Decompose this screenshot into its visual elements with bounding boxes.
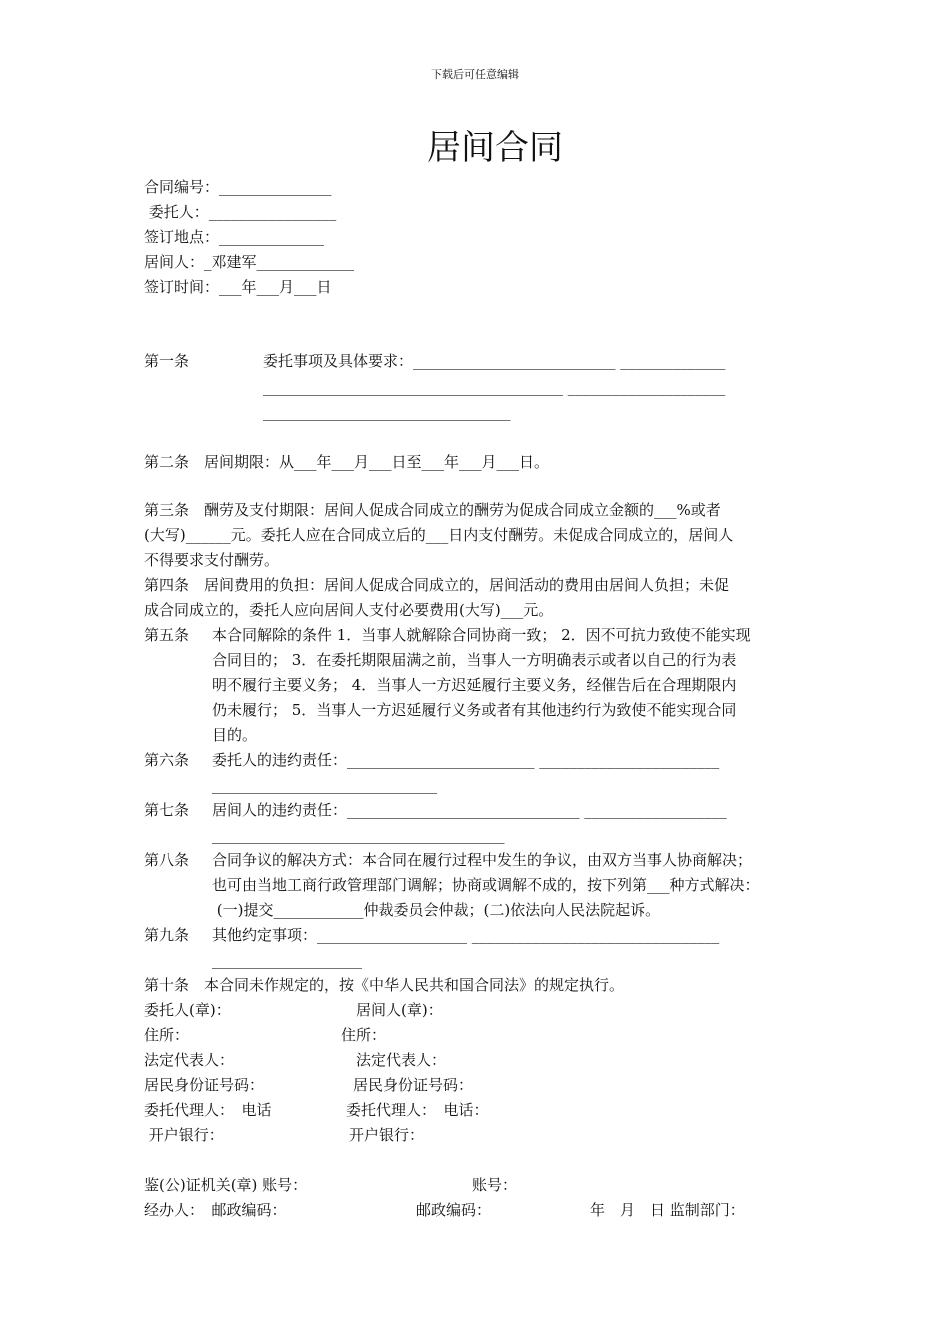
sign-time-field: 签订时间：___年___月___日: [144, 278, 332, 296]
sign-place-field: 签订地点：______________: [144, 228, 325, 246]
article-1-line: 委托事项及具体要求：___________________________ ______________: [263, 352, 726, 370]
postcode-label: 邮政编码：: [416, 1201, 492, 1219]
article-7-label: 第七条: [144, 801, 190, 819]
client-field: 委托人：_________________: [144, 203, 337, 221]
article-2: 第二条 居间期限：从___年___月___日至___年___月___日。: [144, 453, 550, 471]
article-3-line: 不得要求支付酬劳。: [144, 551, 280, 569]
article-5-line: 本合同解除的条件 1．当事人就解除合同协商一致； 2．因不可抗力致使不能实现: [212, 626, 751, 644]
article-3-line: 第三条 酬劳及支付期限：居间人促成合同成立的酬劳为促成合同成立金额的___%或者: [144, 501, 721, 519]
article-6-line: 委托人的违约责任：_________________________ ________________________: [212, 751, 720, 769]
article-1-line: ________________________________________ _____________________: [263, 378, 726, 396]
article-3-line: (大写)______元。委托人应在合同成立后的___日内支付酬劳。未促成合同成立的，居间人: [144, 526, 734, 544]
account-label: 账号：: [472, 1176, 518, 1194]
client-bank-label: 开户银行：: [144, 1126, 224, 1144]
broker-field: 居间人：_邓建军_____________: [144, 253, 355, 271]
article-5-line: 明不履行主要义务； 4．当事人一方迟延履行主要义务，经催告后在合理期限内: [212, 676, 737, 694]
article-4-line: 成合同成立的，委托人应向居间人支付必要费用(大写)___元。: [144, 601, 554, 619]
article-5-line: 仍未履行； 5．当事人一方迟延履行义务或者有其他违约行为致使不能实现合同: [212, 701, 737, 719]
article-7-line: _______________________________________: [212, 826, 505, 844]
broker-seal-label: 居间人(章)：: [356, 1001, 443, 1019]
article-5-line: 合同目的； 3．在委托期限届满之前，当事人一方明确表示或者以自己的行为表: [212, 651, 737, 669]
article-8-label: 第八条: [144, 851, 190, 869]
article-5-label: 第五条: [144, 626, 190, 644]
broker-legal-rep-label: 法定代表人：: [356, 1051, 447, 1069]
article-5-line: 目的。: [212, 726, 258, 744]
client-agent-label: 委托代理人： 电话: [144, 1101, 272, 1119]
page-title: 居间合同: [427, 128, 563, 168]
client-legal-rep-label: 法定代表人：: [144, 1051, 235, 1069]
broker-id-label: 居民身份证号码：: [353, 1076, 474, 1094]
article-7-line: 居间人的违约责任：_______________________________ ___________________: [212, 801, 727, 819]
contract-number-field: 合同编号：_______________: [144, 178, 332, 196]
article-1-line: _________________________________: [263, 403, 511, 421]
article-8-line: (一)提交____________仲裁委员会仲裁；(二)依法向人民法院起诉。: [212, 901, 661, 919]
article-9-label: 第九条: [144, 926, 190, 944]
client-seal-label: 委托人(章)：: [144, 1001, 231, 1019]
notary-label: 鉴(公)证机关(章) 账号：: [144, 1176, 308, 1194]
header-note: 下载后可任意编辑: [431, 68, 519, 81]
handler-label: 经办人： 邮政编码：: [144, 1201, 287, 1219]
article-9-line: ____________________: [212, 951, 362, 969]
client-address-label: 住所：: [144, 1026, 190, 1044]
broker-agent-label: 委托代理人： 电话：: [346, 1101, 489, 1119]
article-4-line: 第四条 居间费用的负担：居间人促成合同成立的，居间活动的费用由居间人负担；未促: [144, 576, 730, 594]
article-6-line: ______________________________: [212, 776, 437, 794]
client-id-label: 居民身份证号码：: [144, 1076, 265, 1094]
broker-address-label: 住所：: [341, 1026, 387, 1044]
article-8-line: 合同争议的解决方式：本合同在履行过程中发生的争议，由双方当事人协商解决；: [212, 851, 753, 869]
article-6-label: 第六条: [144, 751, 190, 769]
article-8-line: 也可由当地工商行政管理部门调解；协商或调解不成的，按下列第___种方式解决：: [212, 876, 760, 894]
date-dept-label: 年 月 日 监制部门：: [590, 1201, 745, 1219]
article-9-line: 其他约定事项：____________________ _________________________________: [212, 926, 720, 944]
broker-bank-label: 开户银行：: [349, 1126, 425, 1144]
article-10: 第十条 本合同未作规定的，按《中华人民共和国合同法》的规定执行。: [144, 976, 625, 994]
article-1-label: 第一条: [144, 352, 190, 370]
